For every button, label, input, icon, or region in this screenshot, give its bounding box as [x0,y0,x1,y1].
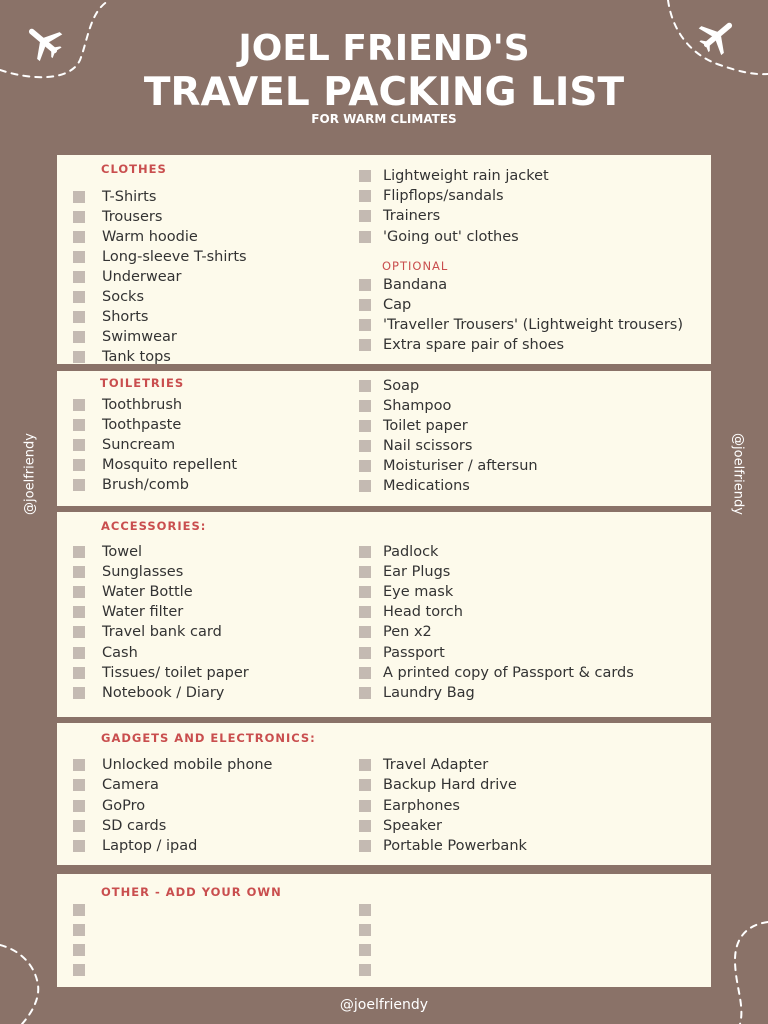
checklist-item[interactable]: Tank tops [73,347,171,367]
checkbox[interactable] [359,319,371,331]
checklist-item[interactable]: Suncream [73,435,175,455]
checkbox[interactable] [73,840,85,852]
checklist-item[interactable]: Pen x2 [359,622,432,642]
checkbox[interactable] [359,420,371,432]
checklist-item[interactable]: Bandana [359,275,447,295]
checklist-item[interactable]: Shampoo [359,396,451,416]
checklist-item[interactable]: Head torch [359,602,463,622]
checkbox[interactable] [359,566,371,578]
checklist-item[interactable]: Trousers [73,207,162,227]
checklist-item[interactable] [359,960,383,980]
checkbox[interactable] [359,170,371,182]
checkbox[interactable] [73,459,85,471]
checkbox[interactable] [359,299,371,311]
checkbox[interactable] [73,779,85,791]
checklist-item[interactable]: Notebook / Diary [73,683,224,703]
checklist-item[interactable]: Brush/comb [73,475,189,495]
checkbox[interactable] [359,190,371,202]
checkbox[interactable] [73,419,85,431]
checklist-item[interactable]: Portable Powerbank [359,836,527,856]
checkbox[interactable] [359,647,371,659]
checklist-item[interactable]: Cash [73,643,138,663]
checkbox[interactable] [359,606,371,618]
checklist-item[interactable]: SD cards [73,816,166,836]
checklist-item[interactable]: Toothpaste [73,415,181,435]
checklist-item[interactable]: Speaker [359,816,442,836]
section-heading: ACCESSORIES: [101,519,207,533]
checkbox[interactable] [73,231,85,243]
checkbox[interactable] [73,904,85,916]
section-heading: GADGETS AND ELECTRONICS: [101,731,316,745]
checklist-item[interactable]: Underwear [73,267,182,287]
checkbox[interactable] [73,800,85,812]
checkbox[interactable] [359,231,371,243]
checkbox[interactable] [359,924,371,936]
checklist-item[interactable]: Travel Adapter [359,755,488,775]
checkbox[interactable] [73,924,85,936]
title-line-2: TRAVEL PACKING LIST [143,70,625,115]
checklist-item[interactable]: Passport [359,643,445,663]
checklist-item[interactable]: Toothbrush [73,395,182,415]
checkbox[interactable] [73,606,85,618]
checklist-item[interactable]: 'Traveller Trousers' (Lightweight trousers) [359,315,683,335]
checklist-item[interactable]: Mosquito repellent [73,455,237,475]
gadgets-panel [57,723,711,865]
checklist-item[interactable]: Camera [73,775,159,795]
checkbox[interactable] [359,279,371,291]
checklist-item[interactable]: 'Going out' clothes [359,227,519,247]
checklist-item[interactable] [73,900,102,920]
checkbox[interactable] [359,759,371,771]
checkbox[interactable] [359,380,371,392]
checkbox[interactable] [359,460,371,472]
checklist-item[interactable]: Sunglasses [73,562,183,582]
checklist-item[interactable]: Soap [359,376,419,396]
checklist-item[interactable]: Tissues/ toilet paper [73,663,249,683]
checkbox[interactable] [73,566,85,578]
checklist-item[interactable] [359,920,383,940]
section-heading: TOILETRIES [100,376,185,390]
side-handle-right: @joelfriendy [730,433,746,515]
checkbox[interactable] [359,667,371,679]
checklist-item[interactable]: Backup Hard drive [359,775,517,795]
checklist-item[interactable]: Medications [359,476,470,496]
optional-heading: OPTIONAL [382,259,449,273]
footer-handle: @joelfriendy [339,997,429,1013]
checkbox[interactable] [73,439,85,451]
checkbox[interactable] [359,400,371,412]
checklist-item[interactable]: Travel bank card [73,622,222,642]
checklist-item[interactable]: Warm hoodie [73,227,198,247]
checkbox[interactable] [359,440,371,452]
checklist-item[interactable]: Laptop / ipad [73,836,197,856]
checklist-item[interactable]: Padlock [359,542,438,562]
checkbox[interactable] [73,251,85,263]
checkbox[interactable] [73,291,85,303]
checkbox[interactable] [359,480,371,492]
checkbox[interactable] [359,779,371,791]
checklist-item[interactable]: Eye mask [359,582,453,602]
checklist-item[interactable]: Cap [359,295,411,315]
checkbox[interactable] [73,399,85,411]
checkbox[interactable] [73,546,85,558]
checkbox[interactable] [359,687,371,699]
checklist-item[interactable] [359,900,383,920]
checklist-item[interactable]: Extra spare pair of shoes [359,335,564,355]
checklist-item[interactable]: Unlocked mobile phone [73,755,272,775]
checklist-item[interactable]: Long-sleeve T-shirts [73,247,247,267]
subtitle: FOR WARM CLIMATES [311,112,457,126]
checklist-item[interactable]: Moisturiser / aftersun [359,456,538,476]
checklist-item[interactable]: Water Bottle [73,582,193,602]
checklist-item[interactable]: Lightweight rain jacket [359,166,549,186]
checkbox[interactable] [359,820,371,832]
checklist-item[interactable]: Ear Plugs [359,562,450,582]
checkbox[interactable] [73,820,85,832]
title-line-1: JOEL FRIEND'S [238,28,530,69]
accessories-panel [57,512,711,717]
checklist-item[interactable]: Socks [73,287,144,307]
checkbox[interactable] [359,339,371,351]
checkbox[interactable] [359,800,371,812]
checklist-item[interactable]: T-Shirts [73,187,156,207]
checklist-item[interactable]: Laundry Bag [359,683,475,703]
checkbox[interactable] [359,840,371,852]
checklist-item[interactable]: Flipflops/sandals [359,186,504,206]
checklist-item[interactable]: Shorts [73,307,148,327]
checklist-item[interactable] [359,940,383,960]
checkbox[interactable] [73,479,85,491]
checklist-item[interactable]: Toilet paper [359,416,468,436]
checkbox[interactable] [359,626,371,638]
checkbox[interactable] [359,546,371,558]
checkbox[interactable] [73,667,85,679]
checkbox[interactable] [359,210,371,222]
checkbox[interactable] [73,211,85,223]
checkbox[interactable] [73,944,85,956]
checklist-item[interactable]: Nail scissors [359,436,472,456]
checkbox[interactable] [359,944,371,956]
checkbox[interactable] [73,626,85,638]
clothes-panel [57,155,711,364]
checkbox[interactable] [73,351,85,363]
checklist-item[interactable] [73,940,102,960]
section-heading: CLOTHES [101,162,167,176]
other-panel [57,874,711,987]
toiletries-panel [57,371,711,506]
checkbox[interactable] [359,586,371,598]
section-heading: OTHER - ADD YOUR OWN [101,885,282,899]
checkbox[interactable] [73,647,85,659]
checkbox[interactable] [73,271,85,283]
side-handle-left: @joelfriendy [22,433,38,515]
checklist-item[interactable]: GoPro [73,796,145,816]
checklist-item[interactable]: Towel [73,542,142,562]
checklist-item[interactable]: A printed copy of Passport & cards [359,663,634,683]
checkbox[interactable] [359,964,371,976]
checklist-item[interactable]: Water filter [73,602,183,622]
checkbox[interactable] [73,311,85,323]
checkbox[interactable] [73,687,85,699]
checklist-item[interactable]: Trainers [359,206,440,226]
checklist-item[interactable] [73,960,102,980]
checklist-item[interactable] [73,920,102,940]
checkbox[interactable] [73,191,85,203]
checkbox[interactable] [73,759,85,771]
checkbox[interactable] [73,964,85,976]
checkbox[interactable] [359,904,371,916]
checkbox[interactable] [73,586,85,598]
checklist-item[interactable]: Earphones [359,796,460,816]
checklist-item[interactable]: Swimwear [73,327,177,347]
checkbox[interactable] [73,331,85,343]
